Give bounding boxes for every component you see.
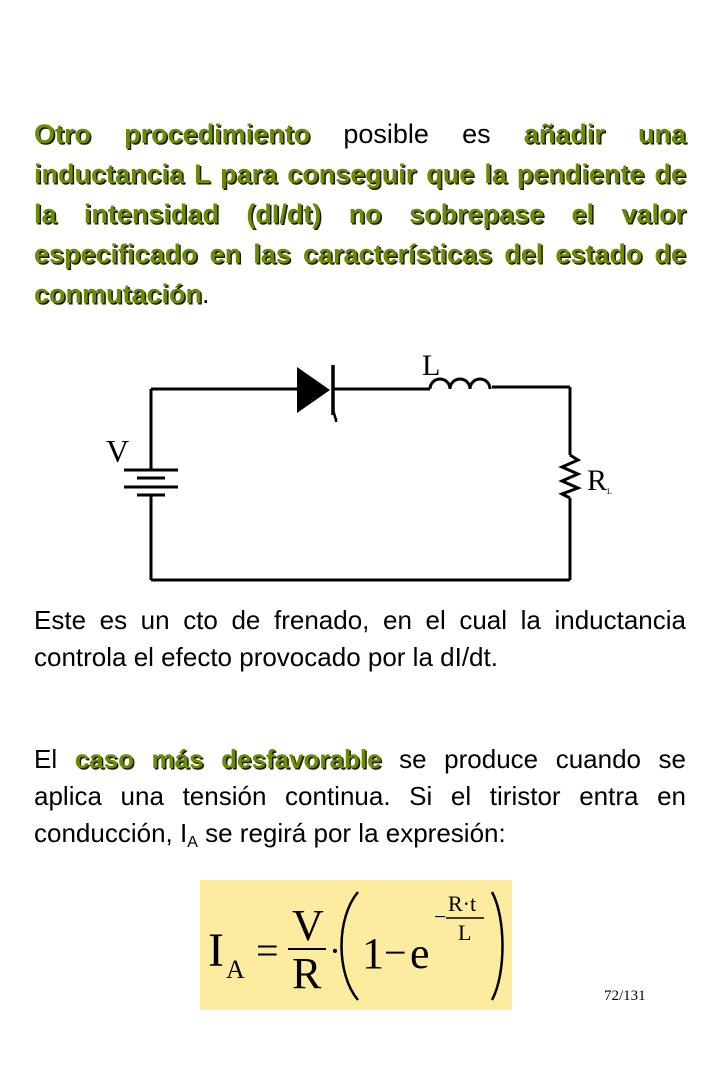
formula-dot: · (329, 931, 341, 971)
thyristor-symbol (297, 365, 336, 422)
formula-num-v: V (292, 901, 324, 950)
circuit-diagram (100, 340, 620, 585)
formula-left-paren (342, 892, 359, 1000)
formula-exp-neg: − (434, 904, 447, 929)
paragraph-intro (34, 114, 686, 314)
subscript-a: A (187, 834, 198, 851)
formula-e: e (410, 929, 430, 978)
formula-one: 1 (362, 929, 384, 978)
paragraph-frenado: Este es un cto de frenado, en el cual la inductancia controla el efecto provocado por la dI/dt. (34, 605, 686, 672)
battery-symbol (124, 470, 178, 495)
formula-minus: − (384, 930, 407, 975)
formula-equals: = (256, 928, 279, 973)
label-l: L (422, 349, 441, 382)
label-r: R (587, 464, 608, 497)
text-el: El (34, 744, 75, 774)
formula (200, 880, 512, 1010)
formula-lhs-sub: A (226, 955, 245, 984)
resistor-symbol (562, 455, 578, 498)
formula-den-r: R (292, 949, 322, 998)
formula-lhs: I (208, 924, 224, 977)
formula-box (200, 880, 512, 1010)
label-v: V (106, 433, 130, 469)
text-expresion: se regirá por la expresión: (197, 818, 506, 848)
formula-exp-den: L (458, 920, 472, 945)
text-posible-es: posible es (310, 119, 524, 149)
paragraph-caso (34, 741, 686, 861)
highlight-caso-desfavorable: caso más desfavorable (74, 744, 382, 774)
formula-right-paren (492, 892, 503, 1000)
text-se-produce: se produce cuando se aplica una tensión continua. Si el tiristor entra en conducción, I (34, 744, 687, 848)
highlight-anadir-inductancia: añadir una inductancia L para conseguir que la pendiente de la intensidad (dI/dt) no sobrepase el valor especificado en las características del estado de conmutación (34, 119, 686, 309)
highlight-otro-procedimiento: Otro procedimiento (34, 119, 311, 149)
page-number: 72/131 (604, 988, 646, 1004)
text-period: . (202, 279, 210, 309)
label-r-sub: L (607, 487, 612, 496)
formula-exp-num: R·t (448, 891, 477, 916)
